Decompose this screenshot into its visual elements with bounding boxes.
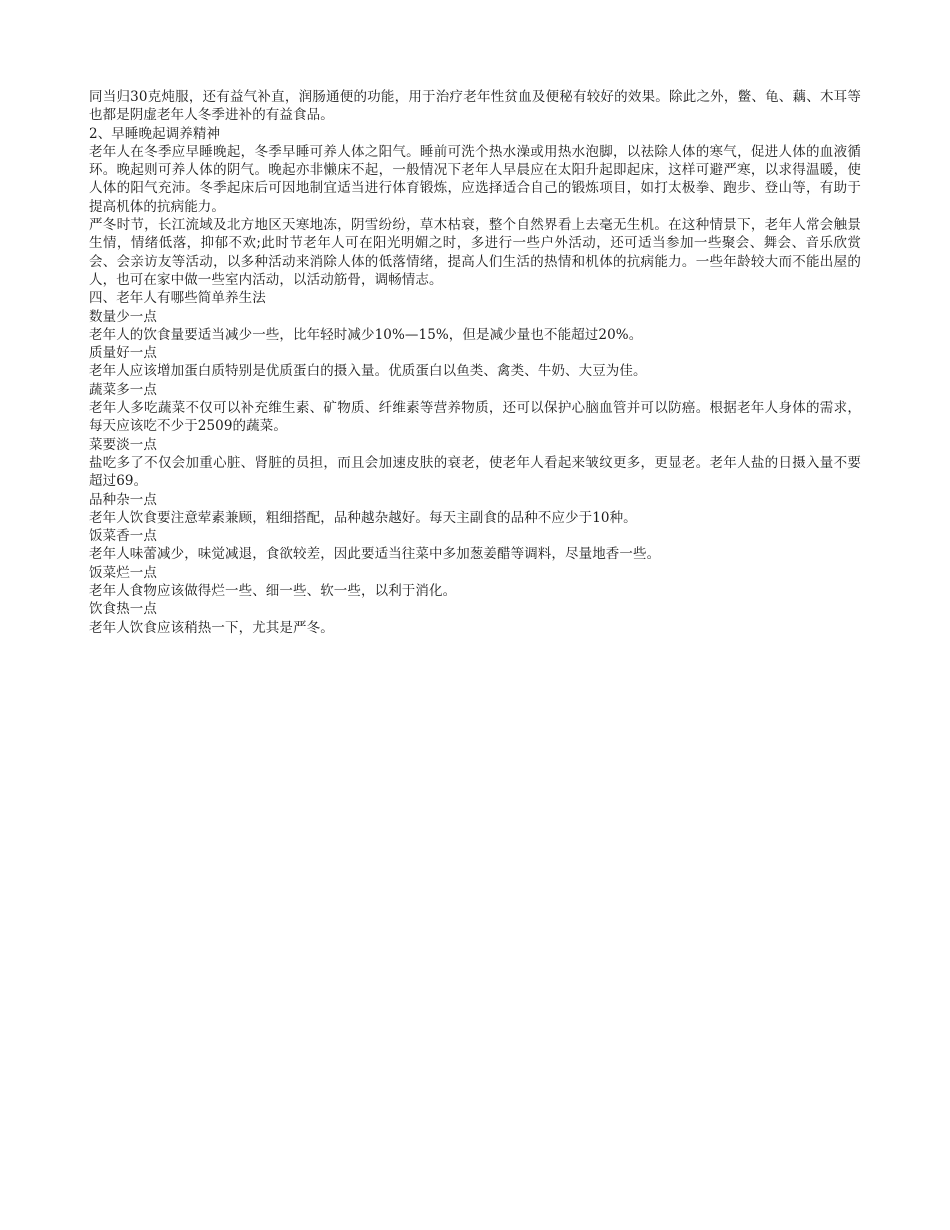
paragraph-light-salt: 盐吃多了不仅会加重心脏、肾脏的员担，而且会加速皮肤的衰老，使老年人看起来皱纹更多，更显老。老年人盐的日摄入量不要超过69。 [89, 454, 861, 490]
subheading-light-salt: 菜要淡一点 [89, 436, 157, 453]
paragraph-continuation: 同当归30克炖服，还有益气补直，润肠通便的功能，用于治疗老年性贫血及便秘有较好的效果。除此之外，鳖、龟、藕、木耳等也都是阴虚老年人冬季进补的有益食品。 [89, 89, 861, 124]
subheading-vegetables: 蔬菜多一点 [89, 381, 157, 398]
paragraph-warm-food: 老年人饮食应该稍热一下，尤其是严冬。 [89, 619, 334, 636]
paragraph-quantity: 老年人的饮食量要适当减少一些，比年轻时减少10%—15%，但是减少量也不能超过20%。 [89, 326, 643, 343]
subheading-flavor: 饭菜香一点 [89, 528, 157, 545]
paragraph-variety: 老年人饮食要注意荤素兼顾，粗细搭配，品种越杂越好。每天主副食的品种不应少于10种。 [89, 509, 637, 526]
section-heading-simple-methods: 四、老年人有哪些简单养生法 [89, 290, 266, 307]
subheading-warm-food: 饮食热一点 [89, 601, 157, 618]
section-heading-early-sleep: 2、早睡晚起调养精神 [89, 125, 221, 142]
paragraph-winter-mood: 严冬时节，长江流域及北方地区天寒地冻，阴雪纷纷，草木枯衰，整个自然界看上去毫无生机。在这种情景下，老年人常会触景生情，情绪低落，抑郁不欢;此时节老年人可在阳光明媚之时，多进行一些户外活动，还可适当参加一些聚会、舞会、音乐欣赏会、会亲访友等活动，以多种活动来消除人体的低落情绪，提高人们生活的热情和机体的抗病能力。一些年龄较大而不能出屋的人，也可在家中做一些室内活动，以活动筋骨，调畅情志。 [89, 217, 861, 288]
subheading-variety: 品种杂一点 [89, 491, 157, 508]
paragraph-soft-food: 老年人食物应该做得烂一些、细一些、软一些，以利于消化。 [89, 583, 457, 600]
paragraph-quality: 老年人应该增加蛋白质特别是优质蛋白的摄入量。优质蛋白以鱼类、禽类、牛奶、大豆为佳。 [89, 363, 647, 380]
document-page [89, 88, 861, 637]
paragraph-vegetables: 老年人多吃蔬菜不仅可以补充维生素、矿物质、纤维素等营养物质，还可以保护心脑血管并可以防癌。根据老年人身体的需求，每天应该吃不少于2509的蔬菜。 [89, 400, 861, 435]
subheading-quantity: 数量少一点 [89, 308, 157, 325]
paragraph-sleep-advice: 老年人在冬季应早睡晚起，冬季早睡可养人体之阳气。睡前可洗个热水澡或用热水泡脚，以祛除人体的寒气，促进人体的血液循环。晚起则可养人体的阴气。晚起亦非懒床不起，一般情况下老年人早晨应在太阳升起即起床，这样可避严寒，以求得温暖，使人体的阳气充沛。冬季起床后可因地制宜适当进行体育锻炼，应选择适合自己的锻炼项目，如打太极拳、跑步、登山等，有助于提高机体的抗病能力。 [89, 143, 861, 215]
paragraph-flavor: 老年人味蕾减少，味觉减退，食欲较差，因此要适当往菜中多加葱姜醋等调料，尽量地香一些。 [89, 546, 661, 563]
subheading-quality: 质量好一点 [89, 345, 157, 362]
subheading-soft-food: 饭菜烂一点 [89, 564, 157, 581]
